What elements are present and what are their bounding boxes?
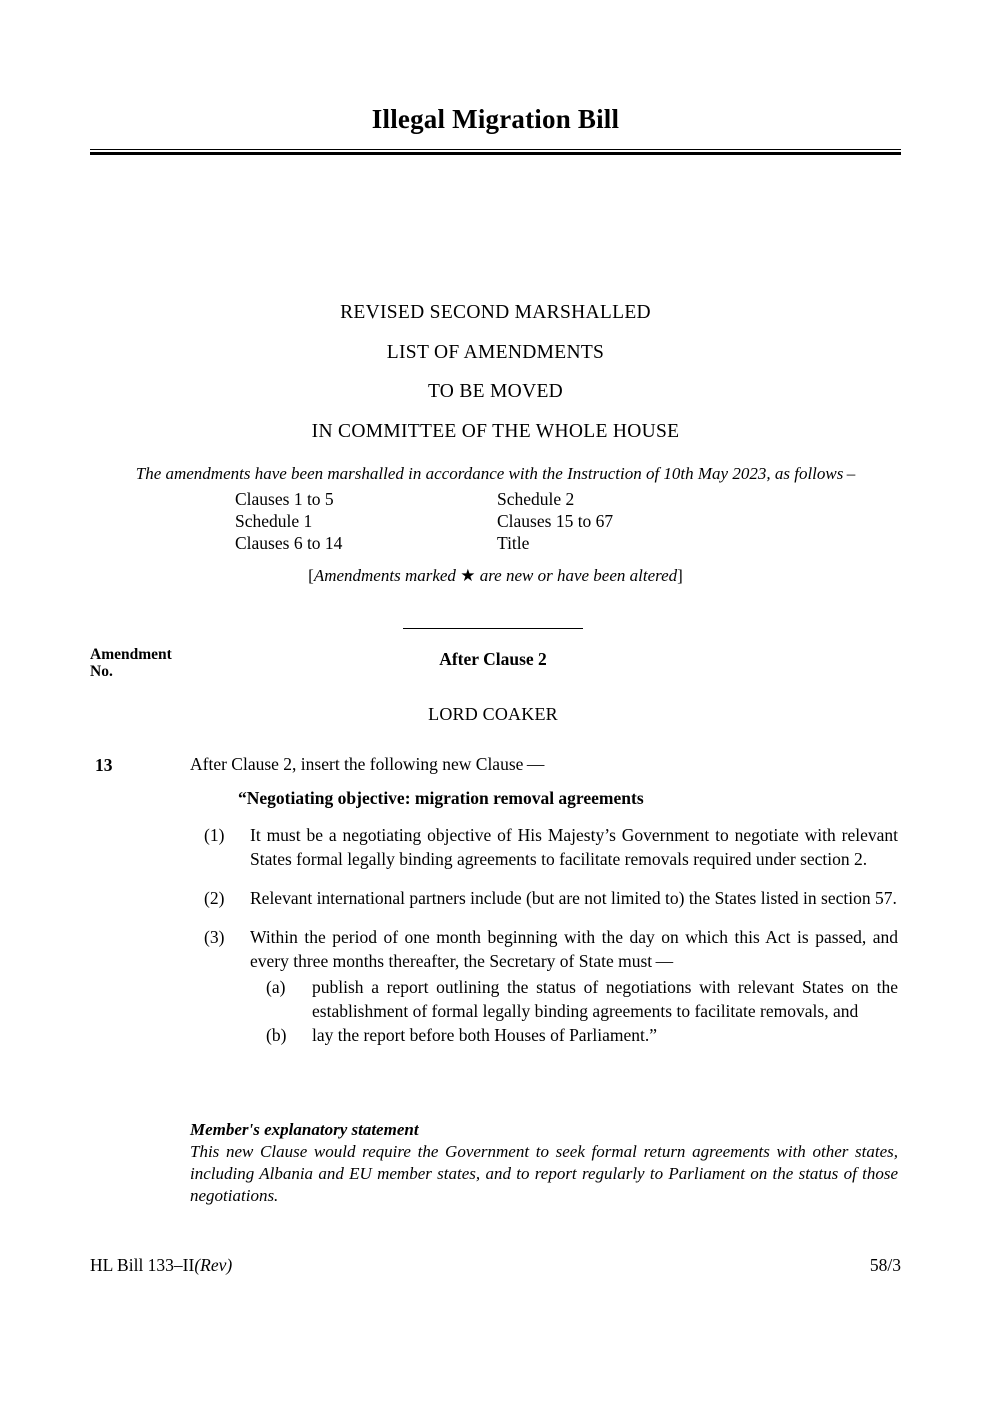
explanatory-title: Member's explanatory statement [190, 1120, 419, 1139]
paragraph-list [250, 975, 898, 1047]
marshalling-row [235, 488, 755, 510]
paragraph-marker: (b) [266, 1025, 287, 1045]
footer-revision-text: (Rev) [194, 1255, 233, 1275]
new-clause-heading: “Negotiating objective: migration removal agreements [238, 788, 644, 808]
subsection-marker: (2) [204, 888, 225, 908]
section-divider [403, 628, 583, 629]
marshalling-right-2: Clauses 15 to 67 [497, 511, 614, 531]
paragraph-text: publish a report outlining the status of negotiations with relevant States on the establishment of formal legally binding agreements to facilitate removals, and [312, 977, 898, 1021]
explanatory-statement [190, 1119, 898, 1207]
amendments-marked-note [90, 566, 901, 586]
explanatory-body: This new Clause would require the Government to seek formal return agreements with other states, including Albania and EU member states, and to report regularly to Parliament on the status of those negotiations. [190, 1142, 898, 1205]
amendment-no-label [90, 646, 240, 680]
amendment-lead-in: After Clause 2, insert the following new Clause — [190, 754, 545, 774]
heading-block [90, 303, 901, 441]
subsection-marker: (1) [204, 825, 225, 845]
marshalling-right-3: Title [497, 533, 530, 553]
heading-line-2: LIST OF AMENDMENTS [386, 341, 605, 363]
note-text-after: are new or have been altered [475, 566, 678, 585]
marshalling-left-1: Clauses 1 to 5 [235, 489, 334, 509]
marshalling-row [235, 510, 755, 532]
paragraph-b [250, 1023, 898, 1047]
title-block [90, 104, 901, 155]
marshalling-left-2: Schedule 1 [235, 511, 313, 531]
sponsor-name: LORD COAKER [428, 704, 558, 724]
subsection-marker: (3) [204, 927, 225, 947]
paragraph-marker: (a) [266, 977, 286, 997]
heading-line-4: IN COMMITTEE OF THE WHOLE HOUSE [311, 420, 680, 442]
note-text-before: Amendments marked [313, 566, 461, 585]
heading-line-1: REVISED SECOND MARSHALLED [340, 302, 651, 323]
note-close-bracket: ] [677, 566, 683, 585]
marshalling-right-1: Schedule 2 [497, 489, 575, 509]
paragraph-text: lay the report before both Houses of Parliament.” [312, 1025, 658, 1045]
amendment-number: 13 [95, 755, 113, 775]
subsection-2 [190, 886, 898, 910]
title-divider [90, 149, 901, 155]
footer-page-reference: 58/3 [869, 1255, 901, 1275]
page-title: Illegal Migration Bill [371, 104, 620, 134]
page-footer [90, 1255, 901, 1276]
marshalling-left-3: Clauses 6 to 14 [235, 533, 343, 553]
marshalling-row [235, 532, 755, 554]
heading-line-3: TO BE MOVED [427, 381, 564, 402]
paragraph-a [250, 975, 898, 1023]
star-icon: ★ [460, 566, 476, 585]
amendment-no-label-line1: Amendment [90, 646, 172, 663]
footer-bill-reference [90, 1255, 232, 1276]
subsection-text: Within the period of one month beginning with the day on which this Act is passed, and every three months thereafter, the Secretary of State must — [250, 927, 898, 971]
subsection-1 [190, 823, 898, 871]
footer-bill-ref-text: HL Bill 133–II [90, 1255, 195, 1275]
marshalling-list [235, 488, 755, 554]
subsection-3 [190, 925, 898, 1047]
marshalling-instruction: The amendments have been marshalled in accordance with the Instruction of 10th May 2023, as follows – [135, 464, 856, 483]
subsection-text: It must be a negotiating objective of His Majesty’s Government to negotiate with relevant States formal legally binding agreements to facilitate removals required under section 2. [250, 825, 898, 869]
amendment-no-label-line2: No. [90, 663, 113, 680]
section-header: After Clause 2 [439, 649, 547, 669]
subsection-list [190, 823, 898, 1047]
note-open-bracket: [ [308, 566, 314, 585]
subsection-text: Relevant international partners include (but are not limited to) the States listed in section 57. [250, 888, 897, 908]
